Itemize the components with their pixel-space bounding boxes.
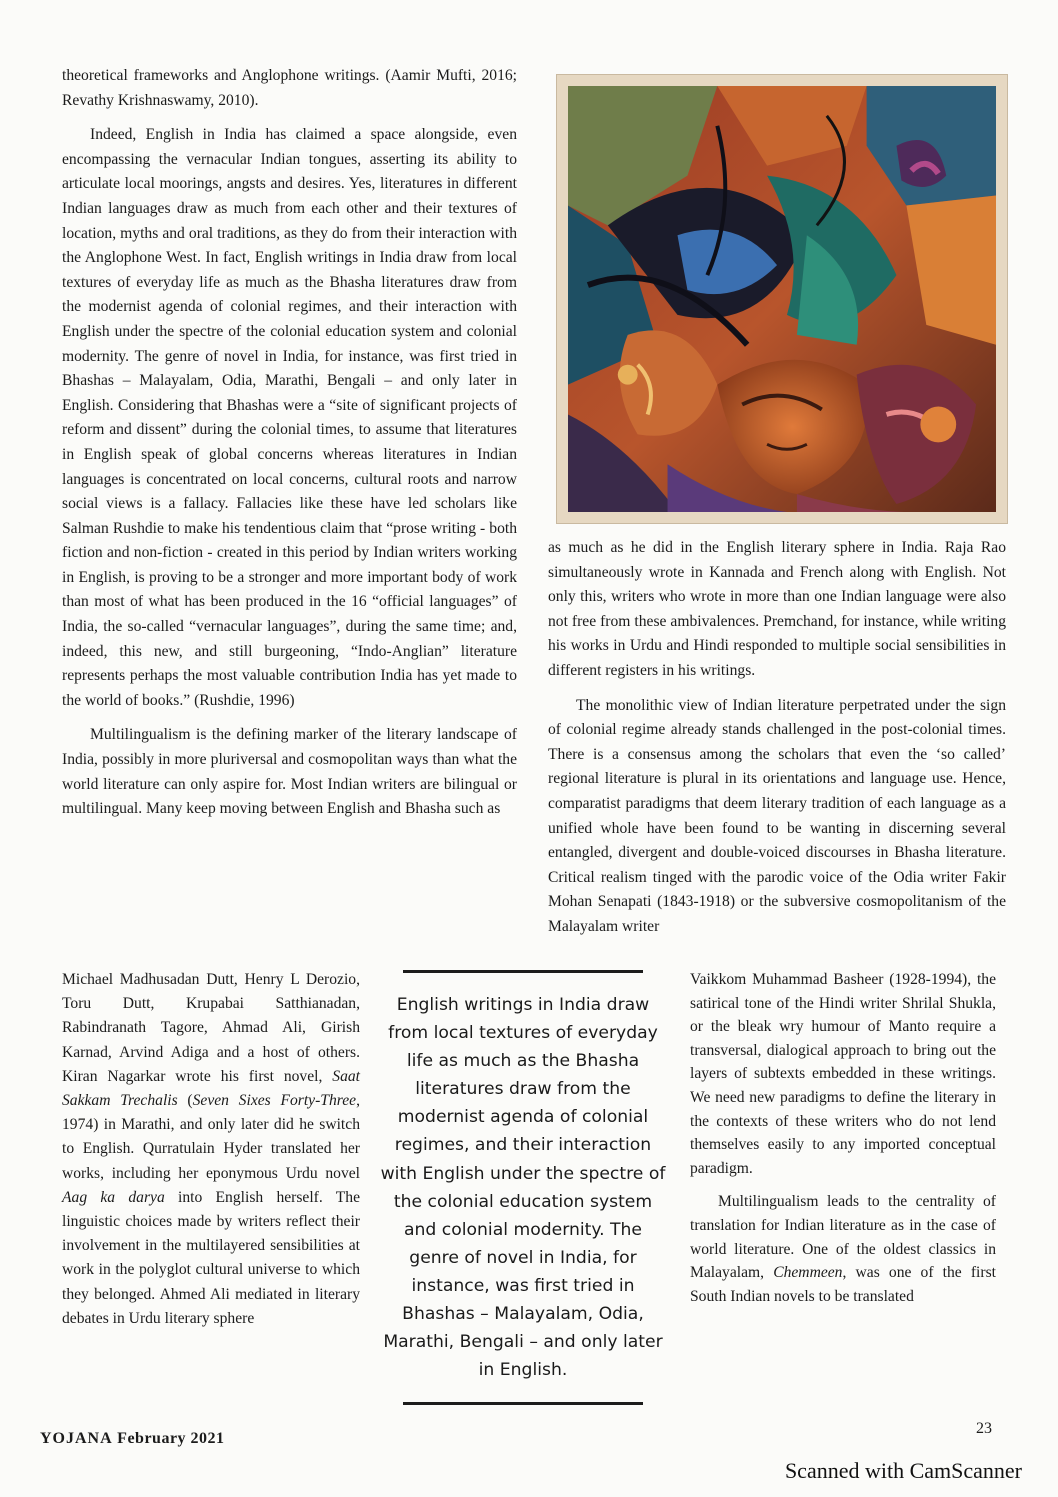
book-title-saat-sakkam: Saat Sakkam Trechalis bbox=[62, 1067, 360, 1110]
scanner-watermark: Scanned with CamScanner bbox=[784, 1458, 1022, 1483]
paragraph-writers-list: Michael Madhusadan Dutt, Henry L Derozio, Toru Dutt, Krupabai Satthianadan, Rabindranath Tagore, Ahmad Ali, Girish Karnad, Arvind Adiga and a host of others. Kiran Nagarkar wrote his first novel, Saat Sakkam Trechalis (Seven Sixes Forty-Three, 1974) in Marathi, and only later did he switch to English. Qurratulain Hyder translated her works, including her eponymous Urdu novel Aag ka darya into English herself. The linguistic choices made by writers reflect their involvement in the multilayered sensibilities at work in the polyglot cultural universe to which they belonged. Ahmed Ali mediated in literary debates in Urdu literary sphere bbox=[62, 971, 360, 1327]
book-title-chemmeen: Chemmeen bbox=[773, 1264, 843, 1282]
right-column bbox=[548, 536, 1006, 940]
left-narrow-column bbox=[62, 968, 360, 1331]
right-narrow-column bbox=[690, 968, 996, 1308]
painting-illustration bbox=[556, 74, 1008, 524]
publication-name: YOJANA bbox=[40, 1430, 113, 1447]
paragraph-intro: theoretical frameworks and Anglophone writings. (Aamir Mufti, 2016; Revathy Krishnaswamy, 2010). bbox=[62, 67, 517, 109]
abstract-painting-image bbox=[568, 86, 996, 512]
pull-quote bbox=[373, 970, 673, 1405]
pull-quote-bottom-rule bbox=[403, 1402, 643, 1405]
paragraph-raja-rao: as much as he did in the English literary sphere in India. Raja Rao simultaneously wrote in Kannada and French along with English. Not only this, writers who wrote in more than one Indian language were also not free from these ambivalences. Premchand, for instance, while writing his works in Urdu and Hindi responded to multiple social sensibilities in different registers in his writings. bbox=[548, 539, 1006, 679]
issue-date: February 2021 bbox=[117, 1430, 225, 1447]
pull-quote-top-rule bbox=[403, 970, 643, 973]
paragraph-monolithic-view: The monolithic view of Indian literature perpetrated under the sign of colonial regime already stands challenged in the post-colonial times. There is a consensus among the scholars that even the ‘so called’ regional literature is plural in its orientations and language use. Hence, comparatist paradigms that deem literary tradition of each language as a unified whole have been found to be wanting in discerning several entangled, divergent and double-voiced discourses in Bhasha literature. Critical realism tinged with the parodic voice of the Odia writer Fakir Mohan Senapati (1843-1918) or the subversive cosmopolitanism of the Malayalam writer bbox=[548, 696, 1006, 935]
pull-quote-text: English writings in India draw from local textures of everyday life as much as the Bhasha literatures draw from the modernist agenda of colonial regimes, and their interaction with English under the spectre of the colonial education system and colonial modernity. The genre of novel in India, for instance, was first tried in Bhashas – Malayalam, Odia, Marathi, Bengali – and only later in English. bbox=[380, 995, 666, 1381]
footer-publication bbox=[40, 1430, 225, 1448]
paragraph-translation: Multilingualism leads to the centrality of translation for Indian literature as in the case of world literature. One of the oldest classics in Malayalam, Chemmeen, was one of the first South Indian novels to be translated bbox=[690, 1193, 996, 1305]
paragraph-basheer: Vaikkom Muhammad Basheer (1928-1994), the satirical tone of the Hindi writer Shrilal Shukla, or the bleak wry humour of Manto require a transversal, dialogical approach to bring out the layers of subtexts embedded in these writings. We need new paradigms to define the literary in the contexts of these writers who do not lend themselves easily to any imported conceptual paradigm. bbox=[690, 971, 996, 1177]
book-title-aag-ka-darya: Aag ka darya bbox=[62, 1188, 165, 1206]
page-number: 23 bbox=[976, 1420, 992, 1437]
book-title-translation: Seven Sixes Forty-Three bbox=[192, 1092, 357, 1110]
paragraph-multilingualism: Multilingualism is the defining marker of the literary landscape of India, possibly in more pluriversal and cosmopolitan ways than what the world literature can only aspire for. Most Indian writers are bilingual or multilingual. Many keep moving between English and Bhasha such as bbox=[62, 726, 517, 818]
left-column bbox=[62, 64, 517, 822]
paragraph-english-in-india: Indeed, English in India has claimed a space alongside, even encompassing the vernacular Indian tongues, asserting its ability to articulate local moorings, angsts and desires. Yes, literatures in different Indian languages draw as much from each other and their textures of location, myths and oral traditions, as they do from their interaction with the Anglophone West. In fact, English writings in India draw from local textures of everyday life as much as the Bhasha literatures draw from the modernist agenda of colonial regimes, and their interaction with English under the spectre of the colonial education system and colonial modernity. The genre of novel in India, for instance, was first tried in Bhashas – Malayalam, Odia, Marathi, Bengali – and only later in English. Considering that Bhashas were a “site of significant projects of reform and dissent” during the colonial times, to assume that literatures in English speak of global concerns whereas literatures in Indian languages is concentrated on local concerns, cultural roots and narrow social views is a fallacy. Fallacies like these have led scholars like Salman Rushdie to make his tendentious claim that “prose writing - both fiction and non-fiction - created in this period by Indian writers working in English, is proving to be a stronger and more important body of work than most of what has been produced in the 16 “official languages” of India, the so-called “vernacular languages”, during the same time; and, indeed, this new, and still burgeoning, “Indo-Anglian” literature represents perhaps the most valuable contribution India has yet made to the world of books.” (Rushdie, 1996) bbox=[62, 126, 517, 709]
